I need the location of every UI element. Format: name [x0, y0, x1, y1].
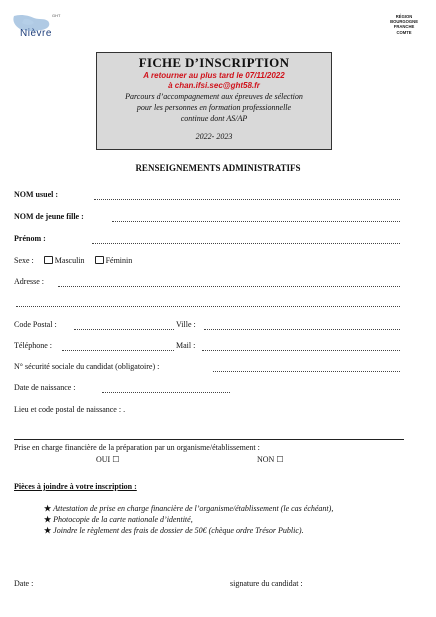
- mail-label: Mail :: [176, 341, 196, 350]
- region-line-4: COMTE: [396, 29, 412, 35]
- star-bullet-icon: ★: [44, 515, 52, 524]
- adresse-field-1[interactable]: [58, 286, 400, 287]
- nievre-logo-text: Nièvre: [20, 28, 52, 39]
- secu-label: N° sécurité sociale du candidat (obligatoire) :: [14, 362, 160, 371]
- separator-line: [14, 439, 404, 440]
- form-title: FICHE D’INSCRIPTION: [138, 55, 290, 70]
- ght-label: GHT: [52, 13, 61, 18]
- mail-field[interactable]: [202, 350, 400, 351]
- list-item-text: Photocopie de la carte nationale d’identité,: [53, 515, 193, 524]
- naissance-field[interactable]: [102, 392, 230, 393]
- ville-label: Ville :: [176, 320, 196, 329]
- list-item: [44, 514, 426, 525]
- telephone-field[interactable]: [62, 350, 174, 351]
- region-logo: [390, 14, 418, 35]
- star-bullet-icon: ★: [44, 526, 52, 535]
- nom-jeune-fille-field[interactable]: [112, 221, 400, 222]
- non-option[interactable]: NON ☐: [257, 455, 284, 464]
- prise-en-charge-label: Prise en charge financière de la préparation par un organisme/établissement :: [14, 443, 260, 452]
- adresse-label: Adresse :: [14, 277, 44, 286]
- naissance-label: Date de naissance :: [14, 383, 76, 392]
- ville-field[interactable]: [204, 329, 400, 330]
- school-year: 2022- 2023: [195, 132, 233, 141]
- nom-jeune-fille-label: NOM de jeune fille :: [14, 212, 84, 221]
- section-title: RENSEIGNEMENTS ADMINISTRATIFS: [135, 163, 301, 173]
- list-item: [44, 525, 426, 536]
- sexe-row: [14, 256, 132, 265]
- star-bullet-icon: ★: [44, 504, 52, 513]
- secu-field[interactable]: [213, 371, 400, 372]
- lieu-naissance-label: [14, 405, 125, 414]
- email-text: à chan.ifsi.sec@ght58.fr: [168, 81, 260, 90]
- nom-usuel-label: NOM usuel :: [14, 190, 58, 199]
- masculin-label: Masculin: [54, 256, 85, 265]
- date-label: Date :: [14, 579, 34, 588]
- prenom-field[interactable]: [92, 243, 400, 244]
- region-line-3: FRANCHE: [393, 24, 415, 30]
- sexe-label: Sexe :: [14, 256, 34, 265]
- lieu-naissance-text: Lieu et code postal de naissance :: [14, 405, 122, 414]
- masculin-checkbox[interactable]: [44, 256, 53, 264]
- code-postal-field[interactable]: [74, 329, 174, 330]
- pieces-list: [44, 503, 426, 536]
- lieu-naissance-field[interactable]: .: [123, 405, 126, 414]
- telephone-label: Téléphone :: [14, 341, 52, 350]
- region-line-2: BOURGOGNE: [390, 19, 418, 25]
- region-line-1: RÉGION: [395, 14, 413, 19]
- header-box: [96, 52, 332, 150]
- feminin-label: Féminin: [105, 256, 133, 265]
- list-item-text: Joindre le règlement des frais de dossier de 50€ (chèque ordre Trésor Public).: [53, 526, 304, 535]
- prenom-label: Prénom :: [14, 234, 46, 243]
- description-line-3: continue dont AS/AP: [180, 114, 248, 123]
- nom-usuel-field[interactable]: [94, 199, 400, 200]
- oui-option[interactable]: OUI ☐: [96, 455, 120, 464]
- description-line-2: pour les personnes en formation professionnelle: [136, 103, 292, 112]
- description-line-1: Parcours d’accompagnement aux épreuves de sélection: [125, 92, 303, 101]
- deadline-text: A retourner au plus tard le 07/11/2022: [143, 71, 285, 80]
- list-item-text: Attestation de prise en charge financière de l’organisme/établissement (le cas échéant),: [53, 504, 334, 513]
- adresse-field-2[interactable]: [16, 306, 400, 307]
- list-item: [44, 503, 426, 514]
- signature-label: signature du candidat :: [230, 579, 303, 588]
- feminin-checkbox[interactable]: [95, 256, 104, 264]
- pieces-title: Pièces à joindre à votre inscription :: [14, 482, 137, 491]
- code-postal-label: Code Postal :: [14, 320, 57, 329]
